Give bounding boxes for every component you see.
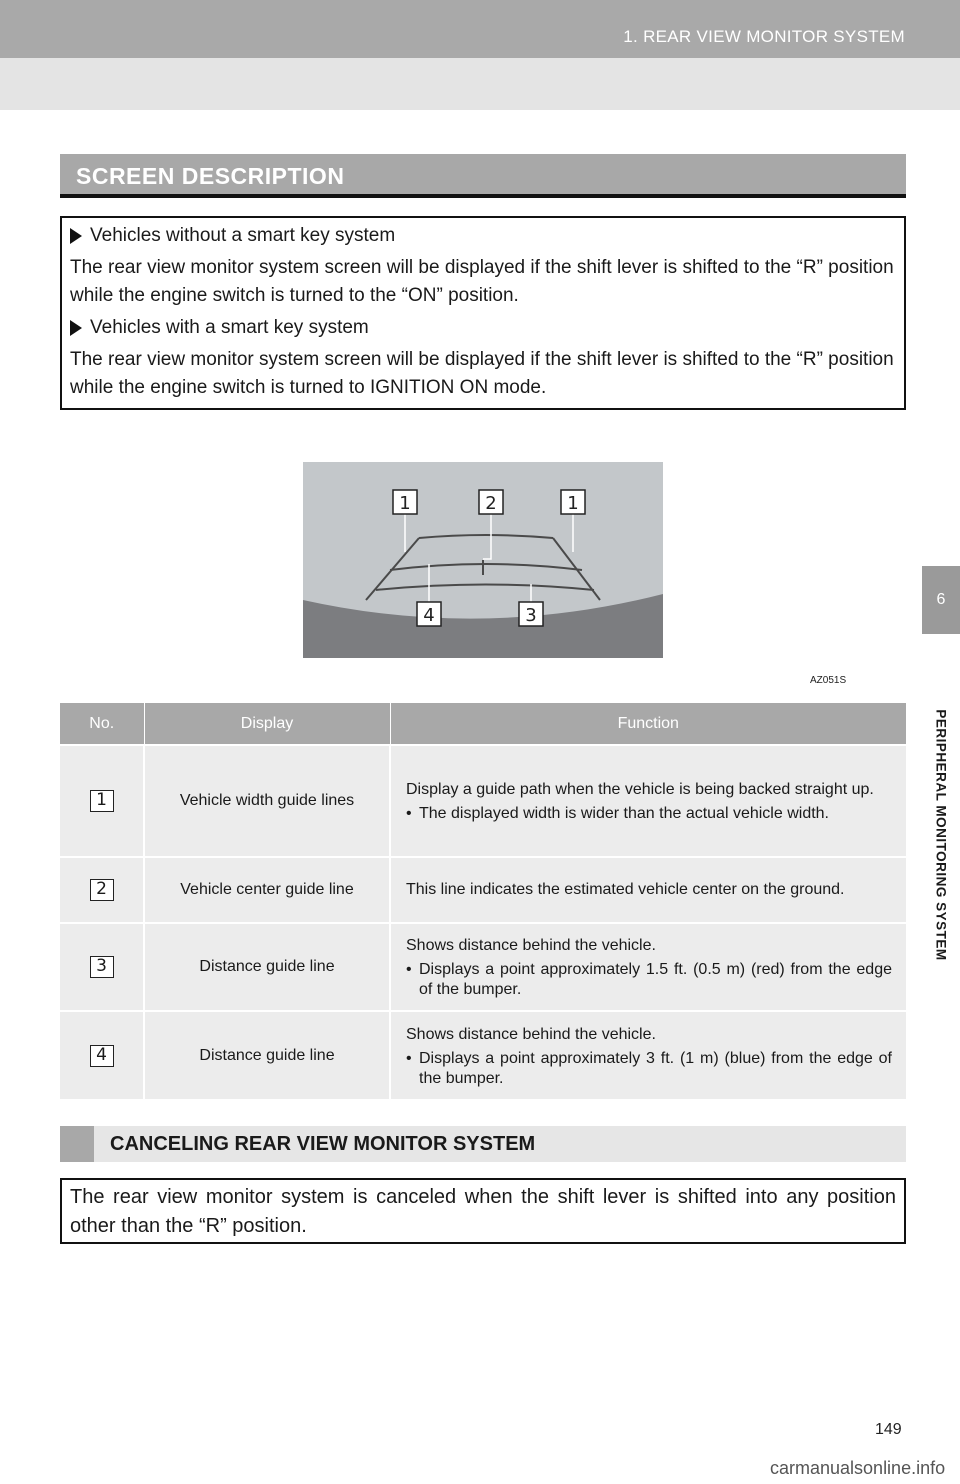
function-text: Display a guide path when the vehicle is being backed straight up. [406, 781, 874, 798]
svg-text:2: 2 [485, 493, 497, 514]
chapter-label: PERIPHERAL MONITORING SYSTEM [933, 709, 949, 961]
bullet-text: Displays a point approximately 3 ft. (1 m) (blue) from the edge of the bumper. [419, 1049, 892, 1087]
function-cell [390, 745, 906, 857]
page-header-title: 1. REAR VIEW MONITOR SYSTEM [623, 27, 905, 46]
paragraph: The rear view monitor system screen will be displayed if the shift lever is shifted to the “R” position while the engine switch is turned to the “ON” position. [70, 257, 894, 306]
number-badge: 3 [90, 956, 114, 978]
display-cell: Distance guide line [144, 1011, 390, 1099]
bullet-text: Displays a point approximately 1.5 ft. (0.5 m) (red) from the edge of the bumper. [419, 961, 892, 998]
subheading-text: Vehicles without a smart key system [90, 225, 396, 246]
chapter-tab: 6 [922, 566, 960, 634]
callout-4 [417, 602, 441, 626]
number-badge: 1 [90, 790, 114, 812]
function-cell [390, 1011, 906, 1099]
triangle-bullet-icon [70, 228, 82, 244]
function-text: This line indicates the estimated vehicle center on the ground. [406, 881, 845, 898]
paragraph: The rear view monitor system screen will be displayed if the shift lever is shifted to the “R” position while the engine switch is turned to IGNITION ON mode. [70, 349, 894, 398]
function-text: Shows distance behind the vehicle. [406, 937, 656, 954]
callout-1-left [393, 490, 417, 514]
row-number [60, 1011, 144, 1099]
guide-lines-table [60, 703, 906, 1099]
triangle-bullet-icon [70, 320, 82, 336]
display-cell: Vehicle center guide line [144, 857, 390, 923]
column-header-no: No. [60, 703, 144, 745]
bullet-text: The displayed width is wider than the actual vehicle width. [419, 805, 829, 822]
section-heading-screen-description [60, 154, 906, 198]
svg-text:1: 1 [567, 493, 579, 514]
column-header-function: Function [390, 703, 906, 745]
table-row [60, 923, 906, 1011]
rear-view-monitor-illustration [303, 462, 663, 658]
heading-block-marker [60, 1126, 94, 1162]
page-number: 149 [875, 1421, 902, 1438]
row-number [60, 857, 144, 923]
number-badge: 2 [90, 879, 114, 901]
svg-text:3: 3 [525, 605, 537, 626]
display-cell: Distance guide line [144, 923, 390, 1011]
callout-2 [479, 490, 503, 514]
section-heading-canceling [60, 1126, 906, 1162]
function-cell [390, 857, 906, 923]
function-cell [390, 923, 906, 1011]
svg-text:4: 4 [423, 605, 435, 626]
function-bullet: • The displayed width is wider than the actual vehicle width. [406, 804, 892, 824]
display-cell: Vehicle width guide lines [144, 745, 390, 857]
section-title: CANCELING REAR VIEW MONITOR SYSTEM [110, 1133, 536, 1155]
header-sub-band [0, 58, 960, 110]
subheading-text: Vehicles with a smart key system [90, 317, 369, 338]
table-row [60, 1011, 906, 1099]
watermark: carmanualsonline.info [770, 1458, 946, 1478]
function-bullet: • Displays a point approximately 3 ft. (1 m) (blue) from the edge of the bumper. [406, 1049, 892, 1087]
svg-text:1: 1 [399, 493, 411, 514]
column-header-display: Display [144, 703, 390, 745]
callout-1-right [561, 490, 585, 514]
function-bullet: • Displays a point approximately 1.5 ft. (0.5 m) (red) from the edge of the bumper. [406, 961, 892, 998]
subheading [70, 224, 896, 248]
table-header-row [60, 703, 906, 745]
subheading [70, 316, 896, 340]
number-badge: 4 [90, 1045, 114, 1067]
table-row [60, 857, 906, 923]
row-number [60, 923, 144, 1011]
section-title: SCREEN DESCRIPTION [76, 163, 345, 189]
function-text: Shows distance behind the vehicle. [406, 1025, 656, 1043]
row-number [60, 745, 144, 857]
figure-caption: AZ051S [810, 675, 847, 686]
callout-3 [519, 602, 543, 626]
info-box [60, 216, 906, 410]
info-box: The rear view monitor system is canceled when the shift lever is shifted into any position other than the “R” position. [60, 1178, 906, 1244]
table-row [60, 745, 906, 857]
